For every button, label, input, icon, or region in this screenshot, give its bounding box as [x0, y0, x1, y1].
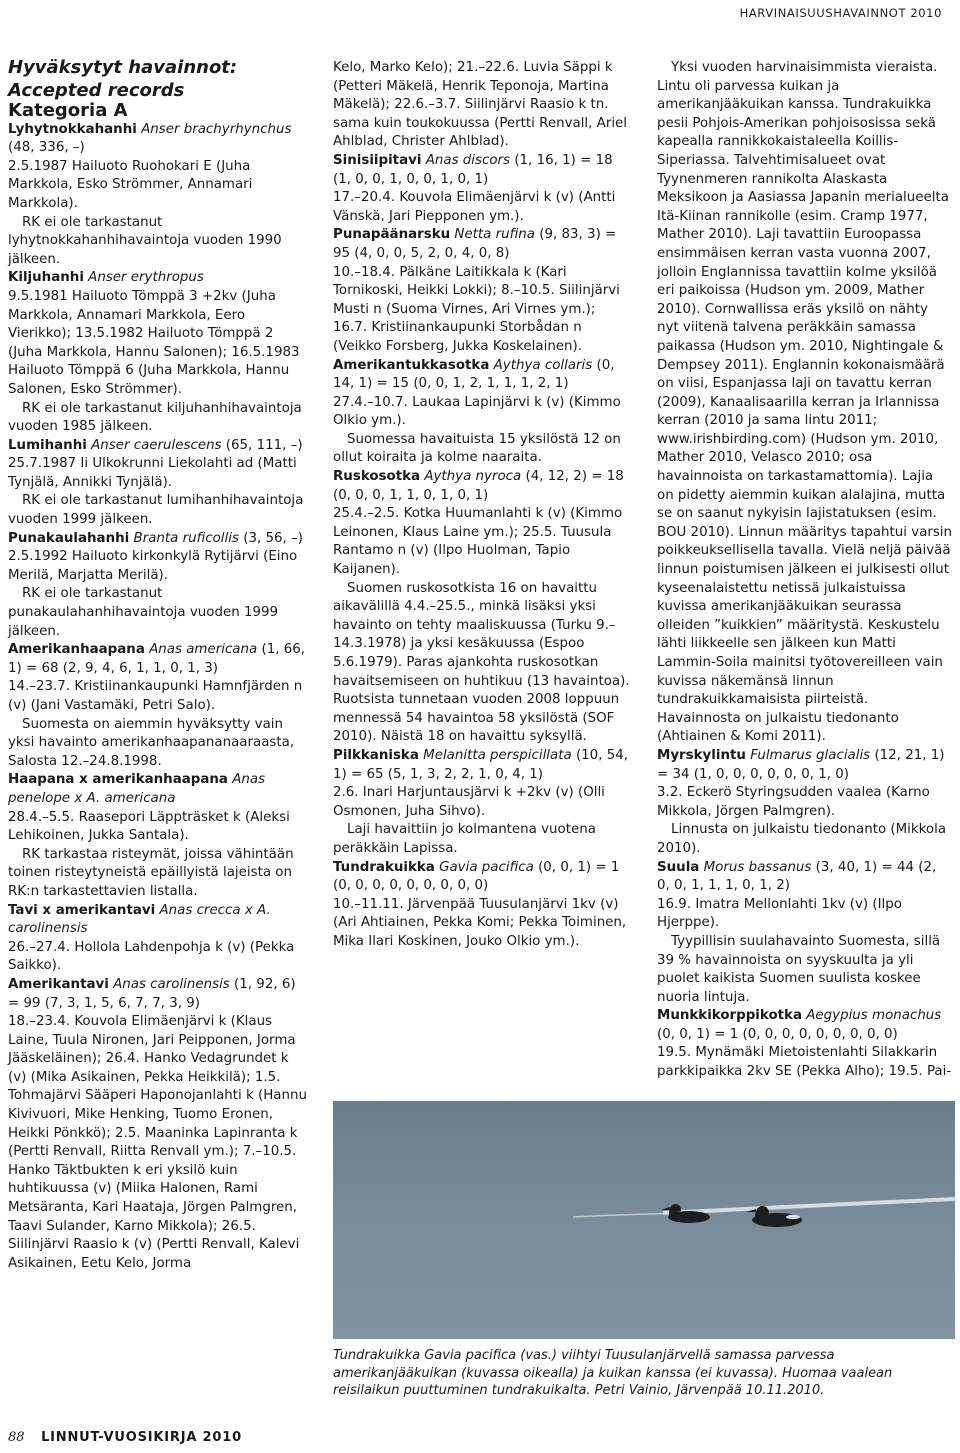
species-heading: Lumihanhi Anser caerulescens (65, 111, –)	[8, 437, 303, 453]
record-text: 16.9. Imatra Mellonlahti 1kv (v) (Ilpo Hjerppe).	[657, 896, 902, 931]
record-text: 2.6. Inari Harjuntausjärvi k +2kv (v) (Olli Osmonen, Juha Sihvo).	[333, 785, 605, 819]
species-heading: Ruskosotka Aythya nyroca (4, 12, 2) = 18 (0, 0, 0, 1, 1, 0, 1, 0, 1)	[333, 469, 624, 503]
species-heading: Haapana x amerikanhaapana Anas penelope x A. americana	[8, 772, 266, 806]
note-text: RK ei ole tarkastanut lumihanhihavaintoja vuoden 1999 jälkeen.	[8, 493, 304, 528]
loon-photo	[333, 1101, 955, 1339]
note-text: RK ei ole tarkastanut lyhytnokkahanhihavaintoja vuoden 1990 jälkeen.	[8, 214, 282, 267]
species-heading: Munkkikorppikotka Aegypius monachus (0, 0, 1) = 1 (0, 0, 0, 0, 0, 0, 0, 0, 0)	[657, 1008, 942, 1042]
species-heading: Suula Morus bassanus (3, 40, 1) = 44 (2, 0, 0, 1, 1, 1, 0, 1, 2)	[657, 859, 937, 894]
record-text: 9.5.1981 Hailuoto Tömppä 3 +2kv (Juha Markkola, Annamari Markkola, Eero Vierikko); 13.5.1982 Hailuoto Tömppä 2 (Juha Markkola, Hannu Salonen); 16.5.1983 Hailuoto Tömppä 6 (Juha Markkola, Hannu Salonen, Esko Strömmer).	[8, 288, 300, 397]
record-text: 25.4.–2.5. Kotka Huumanlahti k (v) (Kimmo Leinonen, Klaus Laine ym.); 25.5. Tuusula Rantamo n (v) (Ilpo Huolman, Tapio Kaijanen).	[333, 506, 623, 578]
note-text: Suomessa havaituista 15 yksilöstä 12 on ollut koiraita ja kolme naaraita.	[333, 431, 621, 466]
record-text: 19.5. Mynämäki Mietoistenlahti Silakkarin parkkipaikka 2kv SE (Pekka Alho); 19.5. Pai-	[657, 1045, 952, 1080]
record-text: 14.–23.7. Kristiinankaupunki Hamnfjärden n (v) (Jani Vastamäki, Petri Salo).	[8, 679, 303, 713]
species-heading: Amerikantukkasotka Aythya collaris (0, 14, 1) = 15 (0, 0, 1, 2, 1, 1, 1, 2, 1)	[333, 357, 615, 392]
note-text: Suomen ruskosotkista 16 on havaittu aikavälillä 4.4.–25.5., minkä lisäksi yksi havainto on tehty maaliskuussa (Turku 9.–14.3.1978) ja yksi kesäkuussa (Espoo 5.6.1979). Paras ajankohta ruskosotkan havaitsemiseen on huhtikuu (13 havaintoa). Ruotsista tunnetaan vuoden 2008 loppuun mennessä 54 havaintoa 58 yksilöstä (SOF 2010). Näistä 18 on havaittu syksyllä.	[333, 580, 630, 745]
record-text: 26.–27.4. Hollola Lahdenpohja k (v) (Pekka Saikko).	[8, 939, 295, 974]
record-text: 10.–18.4. Pälkäne Laitikkala k (Kari Tornikoski, Heikki Lokki); 8.–10.5. Siilinjärvi Musti n (Suoma Virnes, Ari Virnes ym.); 16.7. Kristiinankaupunki Storbådan n (Veikko Forsberg, Jukka Koskelainen).	[333, 264, 620, 354]
note-text: Laji havaittiin jo kolmantena vuotena peräkkäin Lapissa.	[333, 822, 596, 856]
species-heading: Myrskylintu Fulmarus glacialis (12, 21, 1) = 34 (1, 0, 0, 0, 0, 0, 0, 1, 0)	[657, 747, 945, 782]
species-heading: Kiljuhanhi Anser erythropus	[8, 270, 204, 286]
page-number: 88	[8, 1430, 25, 1445]
note-text: RK ei ole tarkastanut kiljuhanhihavaintoja vuoden 1985 jälkeen.	[8, 400, 302, 435]
record-text: 27.4.–10.7. Laukaa Lapinjärvi k (v) (Kimmo Olkio ym.).	[333, 394, 621, 429]
publication-name: LINNUT-VUOSIKIRJA 2010	[41, 1430, 242, 1445]
species-heading: Sinisiipitavi Anas discors (1, 16, 1) = 18 (1, 0, 0, 1, 0, 0, 1, 0, 1)	[333, 152, 613, 187]
record-text: 3.2. Eckerö Styringsudden vaalea (Karno Mikkola, Jörgen Palmgren).	[657, 785, 930, 819]
species-heading: Amerikanhaapana Anas americana (1, 66, 1) = 68 (2, 9, 4, 6, 1, 1, 0, 1, 3)	[8, 642, 306, 676]
record-text: Kelo, Marko Kelo); 21.–22.6. Luvia Säppi k (Petteri Mäkelä, Henrik Teponoja, Martina Mäkelä); 22.6.–3.7. Siilinjärvi Raasio k tn. sama kuin toukokuussa (Pertti Renvall, Ariel Ahlblad, Christer Ahlblad).	[333, 60, 628, 150]
species-heading: Tundrakuikka Gavia pacifica (0, 0, 1) = 1 (0, 0, 0, 0, 0, 0, 0, 0, 0)	[333, 859, 620, 894]
page-footer	[8, 1430, 242, 1445]
species-heading: Pilkkaniska Melanitta perspicillata (10, 54, 1) = 65 (5, 1, 3, 2, 2, 1, 0, 4, 1)	[333, 747, 629, 782]
species-heading: Lyhytnokkahanhi Anser brachyrhynchus (48, 336, –)	[8, 121, 292, 156]
species-heading: Punakaulahanhi Branta ruficollis (3, 56, –)	[8, 530, 303, 546]
note-text: Tyypillisin suulahavainto Suomesta, sillä 39 % havainnoista on syyskuulta ja yli puolet kaikista Suomen suulista koskee nuoria lintuja.	[657, 933, 941, 1005]
note-text: Linnusta on julkaistu tiedonanto (Mikkola 2010).	[657, 822, 947, 856]
note-text: Suomesta on aiemmin hyväksytty vain yksi havainto amerikanhaapananaaraasta, Salosta 12.–24.8.1998.	[8, 716, 295, 769]
record-text: 17.–20.4. Kouvola Elimäenjärvi k (v) (Antti Vänskä, Jari Piepponen ym.).	[333, 190, 616, 224]
water-background	[333, 1101, 955, 1339]
species-heading: Tavi x amerikantavi Anas crecca x A. carolinensis	[8, 902, 271, 937]
note-text: RK tarkastaa risteymät, joissa vähintään toinen risteytyneistä epäillyistä lajeista on RK:n tarkastettavien listalla.	[8, 846, 294, 899]
photo-caption: Tundrakuikka Gavia pacifica (vas.) viihtyi Tuusulanjärvellä samassa parvessa amerikanjääkuikan (kuvassa oikealla) ja kuikan kanssa (ei kuvassa). Huomaa vaalean reisilaikun puuttuminen tundrakuikalta. Petri Vainio, Järvenpää 10.11.2010.	[333, 1348, 893, 1398]
note-text: RK ei ole tarkastanut punakaulahanhihavaintoja vuoden 1999 jälkeen.	[8, 586, 279, 639]
column-1	[8, 56, 308, 1273]
record-text: 25.7.1987 Ii Ulkokrunni Liekolahti ad (Matti Tynjälä, Annikki Tynjälä).	[8, 456, 297, 490]
record-text: 18.–23.4. Kouvola Elimäenjärvi k (Klaus Laine, Tuula Nironen, Jari Peipponen, Jorma Jääskeläinen); 26.4. Hanko Vedagrundet k (v) (Mika Asikainen, Pekka Heikkilä); 1.5. Tohmajärvi Sääperi Haponojanlahti k (Hannu Kivivuori, Mike Henking, Tuomo Eronen, Heikki Pönkkö); 2.5. Maaninka Lapinranta k (Pertti Renvall, Riitta Renvall ym.); 7.–10.5. Hanko Täktbukten k eri yksilö kuin huhtikuussa (v) (Miika Halonen, Rami Metsäranta, Kari Haataja, Jörgen Palmgren, Taavi Sulander, Karno Mikkola); 26.5. Siilinjärvi Raasio k (v) (Pertti Renvall, Kalevi Asikainen, Eetu Kelo, Jorma	[8, 1014, 307, 1271]
running-header: HARVINAISUUSHAVAINNOT 2010	[739, 6, 942, 20]
column-3	[657, 59, 953, 1082]
species-heading: Amerikantavi Anas carolinensis (1, 92, 6) = 99 (7, 3, 1, 5, 6, 7, 7, 3, 9)	[8, 976, 296, 1011]
category-heading: Kategoria A	[8, 100, 128, 121]
section-subtitle: Accepted records	[8, 80, 185, 101]
record-text: 28.4.–5.5. Raasepori Läppträsket k (Aleksi Lehikoinen, Jukka Santala).	[8, 809, 290, 844]
species-heading: Punapäänarsku Netta rufina (9, 83, 3) = 95 (4, 0, 0, 5, 2, 0, 4, 0, 8)	[333, 227, 617, 261]
record-text: 2.5.1992 Hailuoto kirkonkylä Rytijärvi (Eino Merilä, Marjatta Merilä).	[8, 549, 298, 583]
loon-photo-illustration	[333, 1101, 955, 1339]
section-title: Hyväksytyt havainnot:	[8, 57, 238, 78]
record-text: 10.–11.11. Järvenpää Tuusulanjärvi 1kv (v) (Ari Ahtiainen, Pekka Komi; Pekka Toiminen, Mika Ilari Koskinen, Jouko Olkio ym.).	[333, 896, 627, 949]
column-2	[333, 59, 630, 952]
note-text: Yksi vuoden harvinaisimmista vieraista. Lintu oli parvessa kuikan ja amerikanjääkuikan kanssa. Tundrakuikka pesii Pohjois-Amerikan pohjoisosissa sekä kapealla rannikkokaistaleella Koillis-Siperiassa. Talvehtimisalueet ovat Tyynenmeren rannikolta Alaskasta Meksikoon ja Aasiassa Japanin merialueelta Itä-Kiinan rannikolle (esim. Cramp 1977, Mather 2010). Laji tavattiin Euroopassa ensimmäisen kerran vasta vuonna 2007, jolloin Englannissa tavattiin kolme yksilöä eri paikoissa (Hudson ym. 2009, Mather 2010). Cornwallissa eräs yksilö on nähty nyt viitenä talvena peräkkäin samassa paikassa (Hudson ym. 2010, Nightingale & Dempsey 2011). Englannin kokonaismäärä on viisi, Espanjassa laji on tavattu kerran (2009), Kanaalisaarilla kerran ja Irlannissa kerran (2010 ja sama lintu 2011; www.irishbirding.com) (Hudson ym. 2010, Mather 2010, Velasco 2010; osa havainnoista on tarkastamattomia). Lajia on pidetty aiemmin kuikan alalajina, mutta se on saanut nykyisin lajistatuksen (esim. BOU 2010). Linnun määritys tapahtui varsin poikkeuksellisella tavalla. Vielä neljä päivää linnun poistumisen jälkeen ei julkisesti ollut kyseenalaistettu netissä julkaistuissa kuvissa amerikanjääkuikan seurassa olleiden ”kuikkien” määritystä. Keskustelu lähti liikkeelle sen jälkeen kun Matti Lammin-Soila mainitsi työtovereilleen vain kuvissa näkemänsä linnun tundrakuikkamaisista piirteistä. Havainnosta on julkaistu tiedonanto (Ahtiainen & Komi 2011).	[657, 60, 953, 745]
record-text: 2.5.1987 Hailuoto Ruohokari E (Juha Markkola, Esko Strömmer, Annamari Markkola).	[8, 158, 253, 211]
